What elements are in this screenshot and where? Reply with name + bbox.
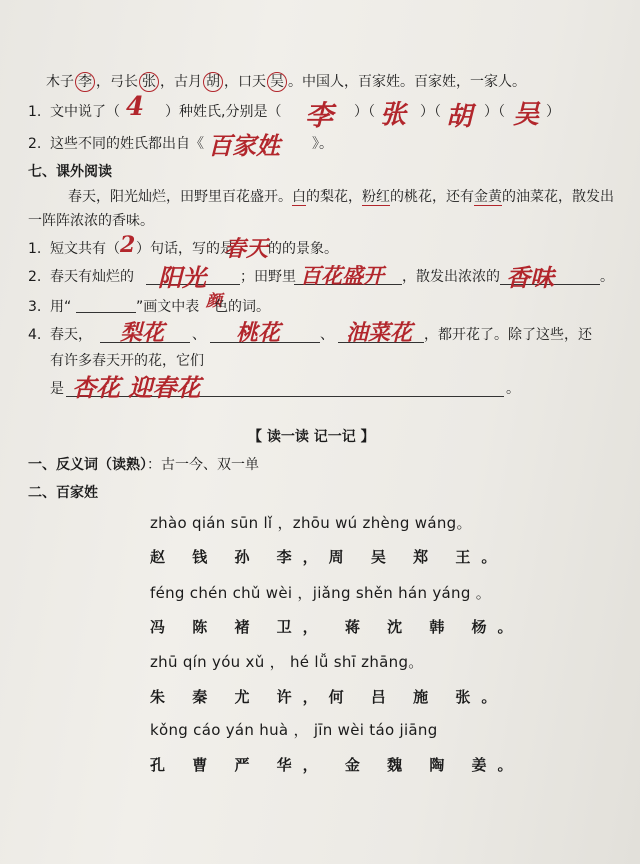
s7q2-answer-2: 百花盛开 — [300, 263, 384, 288]
q2-text-a: 这些不同的姓氏都出自《 — [50, 136, 204, 152]
s7q4-answer-4: 杏花 迎春花 — [72, 373, 201, 402]
passage-text: 的油菜花，散发出 — [502, 189, 614, 205]
s7q4-comma-2: 、 — [320, 327, 334, 343]
s7q4-answer-1: 梨花 — [120, 320, 165, 346]
q1-end: ） — [546, 104, 560, 120]
passage-text: 的桃花，还有 — [390, 189, 474, 205]
circled-surname: 吴 — [267, 72, 287, 92]
rhyme-text: ，弓长 — [96, 74, 138, 90]
q1-sep-2: ）（ — [420, 104, 441, 120]
pinyin-row: kǒng cáo yán huà ， jīn wèi táo jiāng — [150, 721, 438, 739]
q1-answer-1: 李 — [305, 99, 334, 132]
s7q1-answer-2: 春天 — [224, 236, 269, 262]
s7q4-text-b: ，都开花了。除了这些，还 — [424, 327, 592, 343]
s7q3-overlap-char: 颜 — [206, 291, 223, 310]
s7q3-text-b: ”画文中表 — [136, 299, 200, 315]
surnames-section-label: 二、百家姓 — [28, 485, 98, 501]
hanzi-row: 赵 钱 孙 李，周 吴 郑 王。 — [150, 548, 508, 566]
pinyin-row: féng chén chǔ wèi ，jiǎng shěn hán yáng 。 — [150, 584, 492, 602]
q1-number: 1. — [28, 104, 42, 120]
s7q2-answer-1: 阳光 — [158, 263, 206, 292]
s7q2-number: 2. — [28, 269, 42, 285]
passage-line-1 — [68, 188, 614, 206]
q1-text-b: ）种姓氏,分别是（ — [165, 104, 282, 120]
s7q3-number: 3. — [28, 299, 42, 315]
s7q2-text-c: ，散发出浓浓的 — [402, 269, 500, 285]
read-section-title: 【 读一读 记一记 】 — [248, 429, 375, 445]
q1-answer-2: 张 — [380, 100, 407, 130]
q1-sep-3: ）（ — [484, 104, 505, 120]
s7q2-end: 。 — [600, 269, 614, 285]
underlined-word: 白 — [292, 189, 306, 205]
q2-number: 2. — [28, 136, 42, 152]
s7q3-text-a: 用“ — [50, 299, 72, 315]
s7q4-answer-2: 桃花 — [236, 320, 281, 346]
s7q4-end: 。 — [506, 381, 520, 397]
q1-answer-4: 吴 — [513, 100, 540, 130]
pinyin-row: zhào qián sūn lǐ ，zhōu wú zhèng wáng。 — [150, 514, 472, 532]
rhyme-text: 木子 — [46, 74, 74, 90]
rhyme-text: ，口天 — [224, 74, 266, 90]
passage-text: 的梨花， — [306, 189, 362, 205]
s7q2-answer-3: 香味 — [506, 263, 554, 292]
s7q4-answer-3: 油菜花 — [346, 320, 413, 346]
circled-surname: 李 — [75, 72, 95, 92]
antonyms-text: ：古一今、双一单 — [147, 457, 259, 473]
rhyme-text: ，古月 — [160, 74, 202, 90]
surnames-rhyme-line — [46, 72, 526, 92]
s7q4-line-2: 有许多春天开的花，它们 — [50, 353, 204, 369]
q1-sep-1: ）（ — [354, 104, 375, 120]
passage-text: 春天，阳光灿烂，田野里百花盛开。 — [68, 189, 292, 205]
s7q2-text-a: 春天有灿烂的 — [50, 269, 134, 285]
q2-answer: 百家姓 — [208, 131, 280, 160]
s7q3-blank — [76, 312, 136, 313]
hanzi-row: 冯 陈 褚 卫， 蒋 沈 韩 杨。 — [150, 618, 524, 636]
s7q1-text-b: ）句话，写的是 — [136, 241, 234, 257]
s7q2-text-b: ；田野里 — [240, 269, 296, 285]
underlined-word: 粉红 — [362, 189, 390, 205]
s7q4-number: 4. — [28, 327, 42, 343]
s7q1-answer-1: 2 — [120, 232, 136, 258]
s7q1-number: 1. — [28, 241, 42, 257]
antonyms-label: 一、反义词（读熟） — [28, 457, 147, 473]
q1-answer-3: 胡 — [446, 102, 473, 132]
underlined-word: 金黄 — [474, 189, 502, 205]
passage-line-2: 一阵阵浓浓的香味。 — [28, 213, 154, 229]
circled-surname: 张 — [139, 72, 159, 92]
s7q1-text-a: 短文共有（ — [50, 241, 120, 257]
s7q4-text-a: 春天， — [50, 327, 92, 343]
hanzi-row: 孔 曹 严 华， 金 魏 陶 姜。 — [150, 756, 524, 774]
section7-title: 七、课外阅读 — [28, 164, 112, 180]
antonyms-line — [28, 456, 259, 474]
s7q1-text-c: 的的景象。 — [268, 241, 338, 257]
s7q4-comma-1: 、 — [192, 327, 206, 343]
rhyme-text: 。中国人，百家姓。百家姓，一家人。 — [288, 74, 526, 90]
q2-end: 》。 — [312, 136, 333, 152]
pinyin-row: zhū qín yóu xǔ ， hé lǚ shī zhāng。 — [150, 653, 424, 671]
q1-text-a: 文中说了（ — [50, 104, 120, 120]
circled-surname: 胡 — [203, 72, 223, 92]
hanzi-row: 朱 秦 尤 许，何 吕 施 张。 — [150, 688, 508, 706]
q1-answer-count: 4 — [126, 92, 145, 122]
s7q4-line-3-label: 是 — [50, 381, 64, 397]
s7q3-text-c: 色的词。 — [214, 299, 270, 315]
